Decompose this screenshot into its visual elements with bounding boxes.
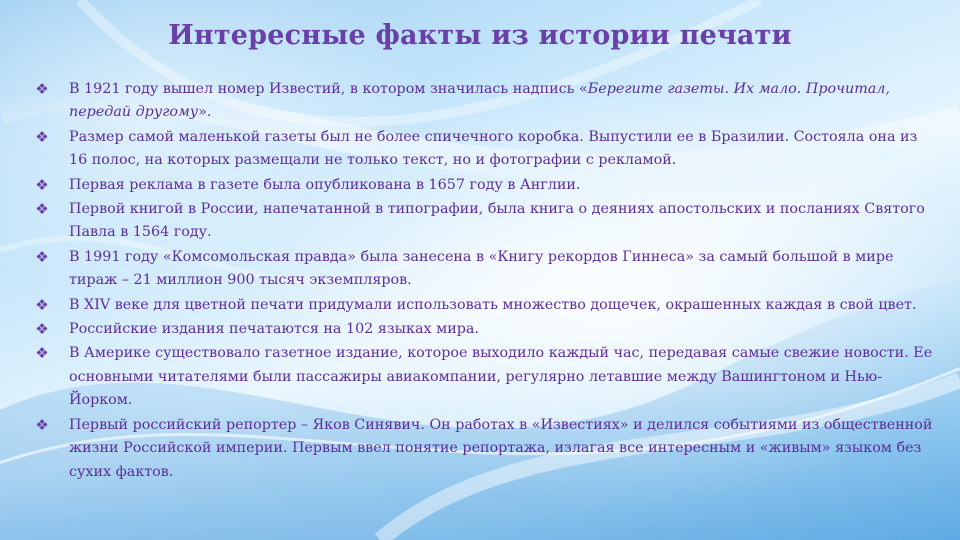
list-item <box>32 78 937 125</box>
four-diamond-bullet-icon: ❖ <box>35 200 49 219</box>
four-diamond-bullet-icon: ❖ <box>35 80 49 98</box>
list-item <box>32 342 937 412</box>
item-text-italic-quote: Берегите газеты. Их мало. Прочитал, передай другому <box>69 81 890 121</box>
list-item <box>32 246 937 293</box>
four-diamond-bullet-icon: ❖ <box>35 175 49 194</box>
list-item <box>32 318 937 341</box>
item-text: В 1921 году вышел номер Известий, в котором значилась надпись « <box>69 81 588 97</box>
four-diamond-bullet-icon: ❖ <box>35 295 49 314</box>
item-text: Размер самой маленькой газеты был не более спичечного коробка. Выпустили ее в Бразилии. Состояла она из 16 полос, на которых размещали не только текст, но и фотографии с рекламой. <box>69 128 918 169</box>
four-diamond-bullet-icon: ❖ <box>35 320 49 339</box>
item-text: В Америке существовало газетное издание, которое выходило каждый час, передавая самые свежие новости. Ее основными читателями были пассажиры авиакомпании, регулярно летавшие между Вашингтоном и Нью-Йорком. <box>69 345 933 409</box>
four-diamond-bullet-icon: ❖ <box>35 247 49 266</box>
four-diamond-bullet-icon: ❖ <box>35 127 49 146</box>
list-item <box>32 126 937 173</box>
item-text: Российские издания печатаются на 102 языках мира. <box>69 321 479 338</box>
item-text: В 1991 году «Комсомольская правда» была занесена в «Книгу рекордов Гиннеса» за самый большой в мире тираж – 21 миллион 900 тысяч экземпляров. <box>69 248 894 289</box>
item-text: В XIV веке для цветной печати придумали использовать множество дощечек, окрашенных каждая в свой цвет. <box>69 296 917 313</box>
four-diamond-bullet-icon: ❖ <box>35 344 49 363</box>
item-text: Первая реклама в газете была опубликована в 1657 году в Англии. <box>69 176 581 193</box>
list-item <box>32 414 937 484</box>
list-item <box>32 174 937 197</box>
item-text: Первый российский репортер – Яков Синявич. Он работах в «Известиях» и делился событиями из общественной жизни Российской империи. Первым ввел понятие репортажа, излагая все интересным и «живым» языком без сухих фактов. <box>69 416 933 480</box>
item-text: Первой книгой в России, напечатанной в типографии, была книга о деяниях апостольских и посланиях Святого Павла в 1564 году. <box>69 201 925 241</box>
item-text-tail: ». <box>198 104 212 121</box>
list-item <box>32 294 937 317</box>
list-item <box>32 198 937 245</box>
slide-title: Интересные факты из истории печати <box>168 20 792 51</box>
facts-list <box>32 78 937 485</box>
four-diamond-bullet-icon: ❖ <box>35 415 49 434</box>
